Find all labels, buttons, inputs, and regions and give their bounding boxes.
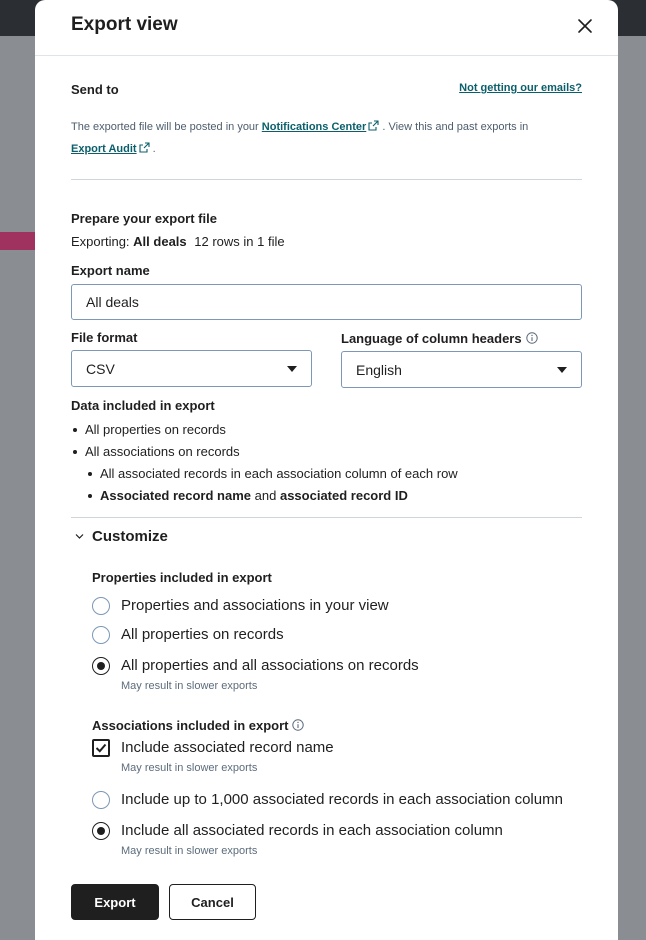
modal-header <box>35 0 618 56</box>
properties-title: Properties included in export <box>92 570 272 585</box>
customize-label: Customize <box>92 528 168 545</box>
data-included-list <box>71 422 582 510</box>
exporting-summary <box>71 234 285 249</box>
send-to-row <box>71 81 582 101</box>
rows-info: 12 rows in 1 file <box>194 234 285 249</box>
modal-title: Export view <box>71 14 178 35</box>
file-format-value: CSV <box>86 361 115 377</box>
hint-text: May result in slower exports <box>121 680 258 692</box>
list-item: All associations on records <box>71 444 582 466</box>
close-icon[interactable] <box>574 15 596 37</box>
radio-button-selected[interactable] <box>92 657 110 675</box>
divider <box>71 179 582 180</box>
notice-prefix: The exported file will be posted in your <box>71 121 259 133</box>
send-to-label: Send to <box>71 82 119 97</box>
caret-down-icon <box>557 367 567 373</box>
send-to-notice <box>71 116 582 160</box>
language-label-text: Language of column headers <box>341 331 522 346</box>
option-label: All properties on records <box>121 626 284 643</box>
external-link-icon <box>368 120 379 131</box>
option-label: Include associated record name <box>121 739 334 756</box>
divider <box>71 517 582 518</box>
checkmark-icon <box>94 741 108 755</box>
export-button[interactable]: Export <box>71 884 159 920</box>
data-included-title: Data included in export <box>71 398 215 413</box>
background-left-panel <box>0 36 40 940</box>
checkbox-checked[interactable] <box>92 739 110 757</box>
caret-down-icon <box>287 366 297 372</box>
file-format-select[interactable] <box>71 350 312 387</box>
notice-suffix: . <box>152 143 156 155</box>
hint-text: May result in slower exports <box>121 762 258 774</box>
hint-text: May result in slower exports <box>121 845 258 857</box>
option-label: All properties and all associations on records <box>121 657 419 674</box>
associations-title-text: Associations included in export <box>92 718 289 733</box>
export-name-input[interactable] <box>71 284 582 320</box>
language-label <box>341 331 538 346</box>
not-getting-emails-link[interactable]: Not getting our emails? <box>459 82 582 94</box>
external-link-icon <box>139 142 150 153</box>
exporting-label: Exporting: <box>71 234 130 249</box>
assoc-id-text: associated record ID <box>279 488 408 503</box>
radio-button[interactable] <box>92 791 110 809</box>
option-label: Include up to 1,000 associated records in each association column <box>121 791 563 808</box>
assoc-name-text: Associated record name <box>100 488 252 503</box>
cancel-button[interactable]: Cancel <box>169 884 256 920</box>
notifications-center-link[interactable]: Notifications Center <box>261 121 367 133</box>
exporting-object: All deals <box>133 234 187 249</box>
option-label: Include all associated records in each association column <box>121 822 503 839</box>
radio-button[interactable] <box>92 626 110 644</box>
notice-middle: . View this and past exports in <box>382 121 529 133</box>
radio-button[interactable] <box>92 597 110 615</box>
radio-button-selected[interactable] <box>92 822 110 840</box>
background-accent <box>0 232 36 250</box>
list-item <box>71 488 582 510</box>
list-item: All associated records in each association column of each row <box>71 466 582 488</box>
option-label: Properties and associations in your view <box>121 597 389 614</box>
list-item: All properties on records <box>71 422 582 444</box>
associations-title <box>92 718 304 733</box>
info-icon[interactable] <box>526 332 538 344</box>
export-audit-link[interactable]: Export Audit <box>71 143 137 155</box>
info-icon[interactable] <box>292 719 304 731</box>
language-select[interactable] <box>341 351 582 388</box>
chevron-down-icon <box>75 532 84 541</box>
export-view-modal <box>35 0 618 940</box>
export-name-label: Export name <box>71 263 150 278</box>
file-format-label: File format <box>71 330 138 345</box>
and-text: and <box>254 488 277 503</box>
language-value: English <box>356 362 402 378</box>
prepare-title: Prepare your export file <box>71 211 217 226</box>
